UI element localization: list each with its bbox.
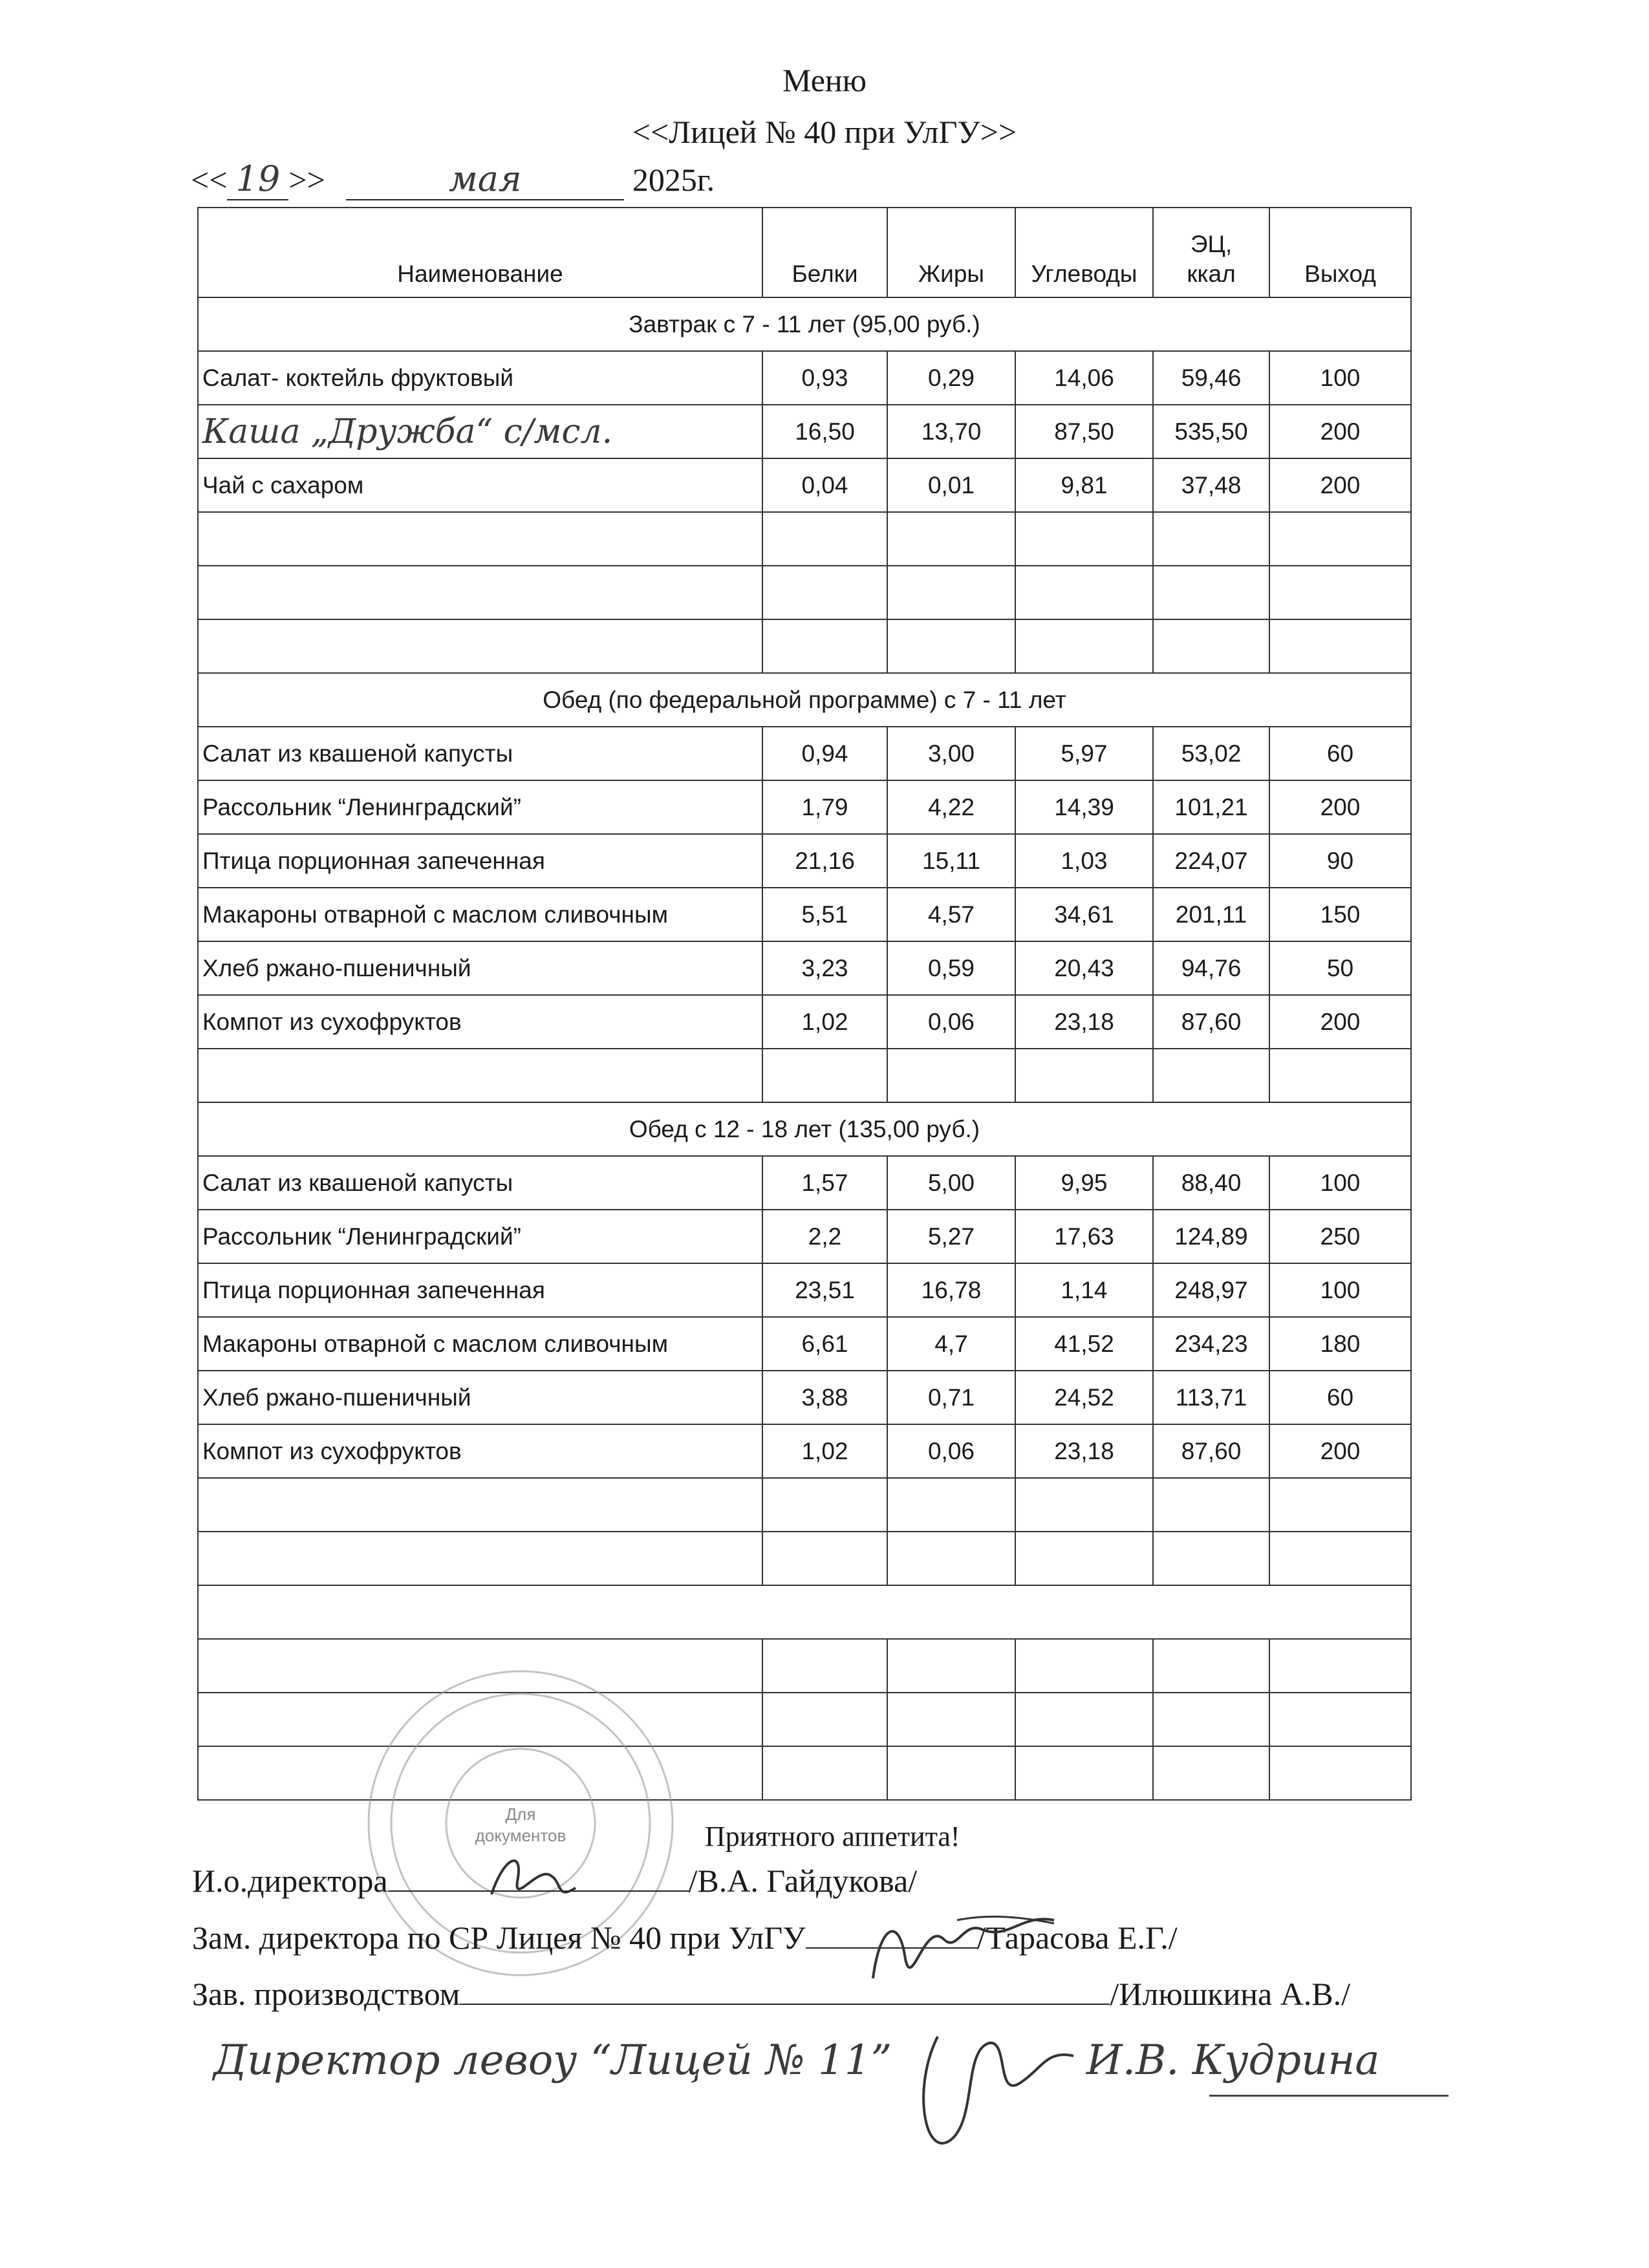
empty-cell xyxy=(762,1478,887,1532)
empty-cell xyxy=(198,566,762,619)
signature-name: /В.А. Гайдукова/ xyxy=(688,1863,918,1899)
dish-name: Макароны отварной с маслом сливочным xyxy=(202,1330,669,1357)
empty-cell xyxy=(1269,619,1411,673)
cell-kcal: 101,21 xyxy=(1153,780,1269,834)
dish-name-cell xyxy=(198,405,762,458)
dish-name-cell xyxy=(198,351,762,405)
cell-yield: 100 xyxy=(1269,1156,1411,1210)
signature-role: Зав. производством xyxy=(192,1976,460,2012)
empty-cell xyxy=(762,1746,887,1800)
dish-name-cell xyxy=(198,1317,762,1371)
dish-name: Каша „Дружба“ с/мсл. xyxy=(202,412,613,451)
signature-scribble-1 xyxy=(479,1843,595,1914)
empty-cell xyxy=(887,1049,1015,1102)
empty-cell xyxy=(1153,1746,1269,1800)
empty-row xyxy=(198,566,1411,619)
signature-scribble-2 xyxy=(860,1901,1073,1998)
empty-cell xyxy=(1015,619,1153,673)
empty-row xyxy=(198,619,1411,673)
empty-cell xyxy=(762,619,887,673)
handwritten-approval xyxy=(213,2037,1380,2084)
cell-kcal: 87,60 xyxy=(1153,1424,1269,1478)
empty-cell xyxy=(1153,619,1269,673)
menu-item-row xyxy=(198,1424,1411,1478)
empty-row xyxy=(198,512,1411,566)
cell-carbs: 34,61 xyxy=(1015,888,1153,941)
dish-name-cell xyxy=(198,941,762,995)
cell-fat: 0,29 xyxy=(887,351,1015,405)
empty-row xyxy=(198,1049,1411,1102)
dish-name: Рассольник “Ленинградский” xyxy=(202,1223,521,1250)
cell-fat: 5,00 xyxy=(887,1156,1015,1210)
empty-cell xyxy=(762,512,887,566)
cell-fat: 5,27 xyxy=(887,1210,1015,1263)
empty-row xyxy=(198,1478,1411,1532)
dish-name-cell xyxy=(198,1210,762,1263)
day-field xyxy=(227,158,288,200)
cell-protein: 2,2 xyxy=(762,1210,887,1263)
cell-kcal: 234,23 xyxy=(1153,1317,1269,1371)
column-header-protein: Белки xyxy=(762,208,887,297)
signature-scribble-3 xyxy=(899,2011,1093,2166)
section-title: Обед с 12 - 18 лет (135,00 руб.) xyxy=(198,1102,1411,1156)
cell-fat: 4,22 xyxy=(887,780,1015,834)
closing-text: Приятного аппетита! xyxy=(705,1821,960,1852)
empty-cell xyxy=(198,512,762,566)
day-value: 19 xyxy=(235,158,281,199)
empty-cell xyxy=(1269,1639,1411,1693)
signature-role: Зам. директора по СР Лицея № 40 при УлГУ xyxy=(192,1920,806,1956)
section-title: Обед (по федеральной программе) с 7 - 11 лет xyxy=(198,673,1411,727)
empty-cell xyxy=(887,1532,1015,1585)
cell-protein: 3,23 xyxy=(762,941,887,995)
empty-cell xyxy=(887,566,1015,619)
empty-cell xyxy=(762,1049,887,1102)
column-header-kcal: ЭЦ, ккал xyxy=(1153,208,1269,297)
cell-yield: 150 xyxy=(1269,888,1411,941)
month-field xyxy=(346,158,624,200)
handwritten-underline xyxy=(1209,2095,1449,2097)
date-line xyxy=(191,158,715,200)
empty-cell xyxy=(1269,1746,1411,1800)
menu-item-row xyxy=(198,1156,1411,1210)
cell-kcal: 201,11 xyxy=(1153,888,1269,941)
cell-carbs: 9,81 xyxy=(1015,458,1153,512)
cell-yield: 100 xyxy=(1269,351,1411,405)
dish-name-cell xyxy=(198,995,762,1049)
dish-name: Салат из квашеной капусты xyxy=(202,1169,513,1196)
dish-name-cell xyxy=(198,1156,762,1210)
empty-cell xyxy=(1015,1693,1153,1746)
cell-carbs: 24,52 xyxy=(1015,1371,1153,1424)
cell-protein: 16,50 xyxy=(762,405,887,458)
empty-cell xyxy=(1153,1693,1269,1746)
cell-kcal: 248,97 xyxy=(1153,1263,1269,1317)
dish-name-cell xyxy=(198,1263,762,1317)
cell-fat: 0,71 xyxy=(887,1371,1015,1424)
cell-protein: 0,93 xyxy=(762,351,887,405)
section-row xyxy=(198,297,1411,351)
dish-name: Макароны отварной с маслом сливочным xyxy=(202,901,669,928)
cell-fat: 4,57 xyxy=(887,888,1015,941)
column-header-fat: Жиры xyxy=(887,208,1015,297)
dish-name: Птица порционная запеченная xyxy=(202,1276,545,1303)
cell-fat: 15,11 xyxy=(887,834,1015,888)
menu-item-row xyxy=(198,1263,1411,1317)
table-header-row xyxy=(198,208,1411,297)
empty-cell xyxy=(1015,566,1153,619)
cell-kcal: 59,46 xyxy=(1153,351,1269,405)
menu-item-row xyxy=(198,1210,1411,1263)
dish-name: Компот из сухофруктов xyxy=(202,1437,462,1464)
dish-name-cell xyxy=(198,1424,762,1478)
cell-fat: 0,06 xyxy=(887,995,1015,1049)
cell-yield: 50 xyxy=(1269,941,1411,995)
empty-cell xyxy=(762,1532,887,1585)
cell-carbs: 41,52 xyxy=(1015,1317,1153,1371)
menu-item-row xyxy=(198,941,1411,995)
menu-item-row xyxy=(198,780,1411,834)
empty-cell xyxy=(762,1693,887,1746)
handwritten-approval-text: Директор левоу “Лицей № 11” xyxy=(213,2037,892,2084)
cell-kcal: 37,48 xyxy=(1153,458,1269,512)
cell-yield: 90 xyxy=(1269,834,1411,888)
empty-cell xyxy=(1153,1478,1269,1532)
empty-cell xyxy=(1153,1049,1269,1102)
cell-protein: 1,79 xyxy=(762,780,887,834)
column-header-carbs: Углеводы xyxy=(1015,208,1153,297)
empty-row xyxy=(198,1532,1411,1585)
year-suffix: 2025г. xyxy=(632,162,715,198)
empty-cell xyxy=(1269,1693,1411,1746)
cell-yield: 200 xyxy=(1269,458,1411,512)
cell-yield: 200 xyxy=(1269,405,1411,458)
menu-table xyxy=(197,207,1412,1801)
cell-yield: 60 xyxy=(1269,1371,1411,1424)
dish-name: Рассольник “Ленинградский” xyxy=(202,793,521,820)
menu-item-row xyxy=(198,888,1411,941)
menu-item-row xyxy=(198,1317,1411,1371)
empty-cell xyxy=(1269,566,1411,619)
cell-carbs: 9,95 xyxy=(1015,1156,1153,1210)
date-mid: >> xyxy=(288,162,325,198)
empty-cell xyxy=(198,619,762,673)
empty-cell xyxy=(1015,1532,1153,1585)
cell-yield: 180 xyxy=(1269,1317,1411,1371)
empty-cell xyxy=(1015,512,1153,566)
cell-fat: 3,00 xyxy=(887,727,1015,780)
document-subtitle: <<Лицей № 40 при УлГУ>> xyxy=(632,114,1017,150)
cell-carbs: 14,39 xyxy=(1015,780,1153,834)
dish-name: Хлеб ржано-пшеничный xyxy=(202,954,471,981)
empty-cell xyxy=(887,512,1015,566)
empty-cell xyxy=(198,1049,762,1102)
menu-item-row xyxy=(198,995,1411,1049)
column-header-name: Наименование xyxy=(198,208,762,297)
menu-item-row xyxy=(198,834,1411,888)
dish-name-cell xyxy=(198,780,762,834)
cell-carbs: 5,97 xyxy=(1015,727,1153,780)
dish-name: Салат- коктейль фруктовый xyxy=(202,364,514,391)
cell-carbs: 17,63 xyxy=(1015,1210,1153,1263)
cell-fat: 16,78 xyxy=(887,1263,1015,1317)
month-value: мая xyxy=(448,158,522,199)
dish-name-cell xyxy=(198,727,762,780)
dish-name-cell xyxy=(198,458,762,512)
cell-kcal: 224,07 xyxy=(1153,834,1269,888)
empty-cell xyxy=(1153,1532,1269,1585)
cell-kcal: 88,40 xyxy=(1153,1156,1269,1210)
section-title: Завтрак с 7 - 11 лет (95,00 руб.) xyxy=(198,297,1411,351)
empty-cell xyxy=(762,1639,887,1693)
dish-name: Птица порционная запеченная xyxy=(202,847,545,874)
cell-kcal: 87,60 xyxy=(1153,995,1269,1049)
cell-kcal: 94,76 xyxy=(1153,941,1269,995)
blank-section-cell xyxy=(198,1585,1411,1639)
dish-name-cell xyxy=(198,834,762,888)
empty-cell xyxy=(1153,512,1269,566)
cell-kcal: 53,02 xyxy=(1153,727,1269,780)
cell-protein: 3,88 xyxy=(762,1371,887,1424)
blank-section-row xyxy=(198,1585,1411,1639)
cell-fat: 0,06 xyxy=(887,1424,1015,1478)
cell-carbs: 20,43 xyxy=(1015,941,1153,995)
handwritten-approval-name: И.В. Кудрина xyxy=(1086,2037,1380,2084)
cell-kcal: 113,71 xyxy=(1153,1371,1269,1424)
cell-fat: 0,01 xyxy=(887,458,1015,512)
stamp-text-2: документов xyxy=(475,1826,566,1845)
empty-cell xyxy=(887,1478,1015,1532)
cell-protein: 5,51 xyxy=(762,888,887,941)
dish-name: Салат из квашеной капусты xyxy=(202,740,513,767)
empty-cell xyxy=(887,1693,1015,1746)
empty-cell xyxy=(1269,1478,1411,1532)
cell-protein: 21,16 xyxy=(762,834,887,888)
cell-kcal: 124,89 xyxy=(1153,1210,1269,1263)
cell-fat: 13,70 xyxy=(887,405,1015,458)
cell-carbs: 1,03 xyxy=(1015,834,1153,888)
dish-name: Хлеб ржано-пшеничный xyxy=(202,1384,471,1411)
cell-yield: 200 xyxy=(1269,995,1411,1049)
menu-item-row xyxy=(198,405,1411,458)
cell-carbs: 87,50 xyxy=(1015,405,1153,458)
cell-fat: 0,59 xyxy=(887,941,1015,995)
cell-yield: 60 xyxy=(1269,727,1411,780)
cell-kcal: 535,50 xyxy=(1153,405,1269,458)
empty-cell xyxy=(1015,1049,1153,1102)
cell-protein: 23,51 xyxy=(762,1263,887,1317)
cell-carbs: 1,14 xyxy=(1015,1263,1153,1317)
document-title: Меню xyxy=(782,62,867,98)
cell-yield: 250 xyxy=(1269,1210,1411,1263)
empty-cell xyxy=(762,566,887,619)
cell-protein: 0,94 xyxy=(762,727,887,780)
cell-yield: 200 xyxy=(1269,780,1411,834)
cell-yield: 200 xyxy=(1269,1424,1411,1478)
dish-name-cell xyxy=(198,888,762,941)
empty-cell xyxy=(1269,512,1411,566)
empty-cell xyxy=(1153,566,1269,619)
cell-carbs: 23,18 xyxy=(1015,995,1153,1049)
empty-cell xyxy=(1153,1639,1269,1693)
section-row xyxy=(198,1102,1411,1156)
dish-name-cell xyxy=(198,1371,762,1424)
empty-cell xyxy=(1269,1049,1411,1102)
signature-line-production xyxy=(192,1975,1350,2013)
menu-item-row xyxy=(198,1371,1411,1424)
cell-protein: 1,02 xyxy=(762,1424,887,1478)
cell-yield: 100 xyxy=(1269,1263,1411,1317)
empty-cell xyxy=(1269,1532,1411,1585)
empty-cell xyxy=(1015,1746,1153,1800)
empty-cell xyxy=(1015,1478,1153,1532)
signature-name: /Тарасова Е.Г./ xyxy=(976,1920,1178,1956)
cell-carbs: 14,06 xyxy=(1015,351,1153,405)
empty-cell xyxy=(887,1746,1015,1800)
menu-item-row xyxy=(198,727,1411,780)
menu-item-row xyxy=(198,351,1411,405)
empty-cell xyxy=(887,1639,1015,1693)
cell-protein: 6,61 xyxy=(762,1317,887,1371)
empty-cell xyxy=(198,1478,762,1532)
dish-name: Чай с сахаром xyxy=(202,471,364,498)
signature-name: /Илюшкина А.В./ xyxy=(1110,1976,1351,2012)
cell-protein: 1,02 xyxy=(762,995,887,1049)
cell-protein: 0,04 xyxy=(762,458,887,512)
stamp-text-1: Для xyxy=(505,1804,536,1824)
empty-cell xyxy=(198,1532,762,1585)
date-prefix: << xyxy=(191,162,228,198)
empty-cell xyxy=(1015,1639,1153,1693)
section-row xyxy=(198,673,1411,727)
signature-role: И.о.директора xyxy=(192,1863,388,1899)
menu-item-row xyxy=(198,458,1411,512)
dish-name: Компот из сухофруктов xyxy=(202,1008,462,1035)
empty-cell xyxy=(887,619,1015,673)
cell-carbs: 23,18 xyxy=(1015,1424,1153,1478)
cell-protein: 1,57 xyxy=(762,1156,887,1210)
column-header-yield: Выход xyxy=(1269,208,1411,297)
cell-fat: 4,7 xyxy=(887,1317,1015,1371)
